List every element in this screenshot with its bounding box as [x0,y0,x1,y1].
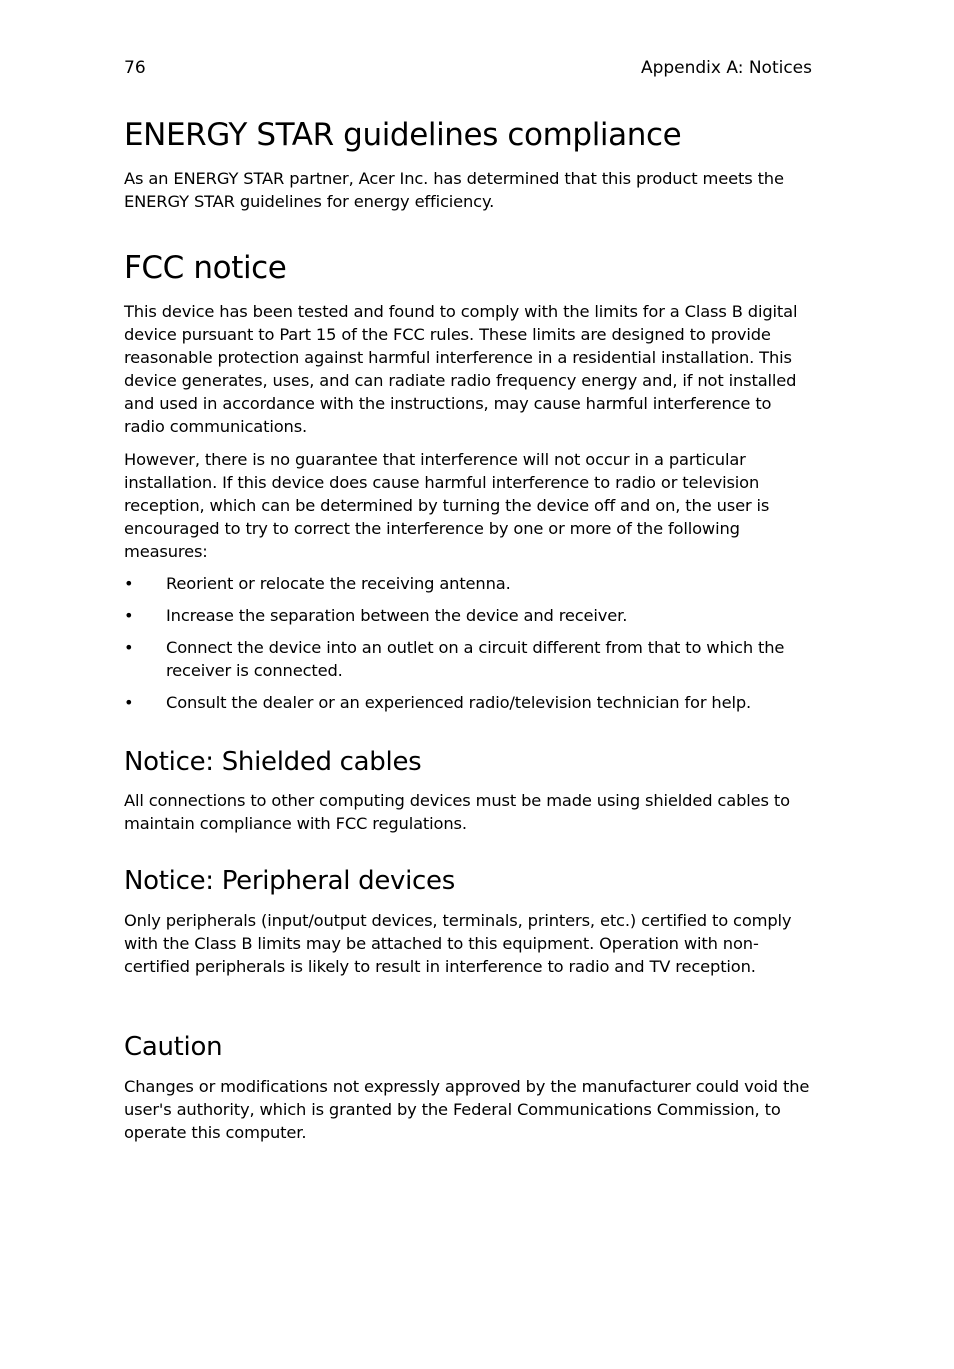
energy-star-heading: ENERGY STAR guidelines compliance [124,117,682,153]
shielded-cables-section [124,746,812,778]
caution-section [124,1031,812,1063]
running-title: Appendix A: Notices [640,58,812,78]
list-item [124,604,812,627]
peripheral-devices-section [124,865,812,897]
list-item [124,636,812,682]
peripheral-devices-body: Only peripherals (input/output devices, terminals, printers, etc.) certified to comply with the Class B limits may be attached to this equipment. Operation with non-certified peripherals is likely to result in interference to radio and TV reception. [124,911,792,977]
list-item [124,691,812,714]
energy-star-body-block [124,167,812,213]
energy-star-body: As an ENERGY STAR partner, Acer Inc. has determined that this product meets the ENERGY STAR guidelines for energy efficiency. [124,169,784,212]
shielded-cables-body: All connections to other computing devices must be made using shielded cables to maintain compliance with FCC regulations. [124,791,790,834]
fcc-heading: FCC notice [124,250,287,286]
list-item-text: Connect the device into an outlet on a circuit different from that to which the receiver is connected. [166,638,785,681]
bullet-icon: • [124,574,134,593]
fcc-paragraph-1: This device has been tested and found to comply with the limits for a Class B digital device pursuant to Part 15 of the FCC rules. These limits are designed to provide reasonable protection against harmful interference in a residential installation. This device generates, uses, and can radiate radio frequency energy and, if not installed and used in accordance with the instructions, may cause harmful interference to radio communications. [124,302,798,437]
caution-body: Changes or modifications not expressly approved by the manufacturer could void the user's authority, which is granted by the Federal Communications Commission, to operate this computer. [124,1077,810,1143]
fcc-section [124,249,812,287]
bullet-icon: • [124,638,134,657]
shielded-cables-heading: Notice: Shielded cables [124,747,422,777]
fcc-measures-list-4 [124,691,812,714]
shielded-cables-body-block [124,789,812,835]
caution-heading: Caution [124,1032,223,1062]
page-number: 76 [124,58,146,78]
list-item-text: Increase the separation between the device and receiver. [166,606,628,625]
peripheral-devices-body-block [124,909,812,978]
caution-body-block [124,1075,812,1144]
fcc-paragraph-2: However, there is no guarantee that interference will not occur in a particular installation. If this device does cause harmful interference to radio or television reception, which can be determined by turning the device off and on, the user is encouraged to try to correct the interference by one or more of the following measures: [124,450,770,562]
fcc-para2-block [124,448,812,563]
bullet-icon: • [124,606,134,625]
fcc-measures-list [124,572,812,595]
list-item-text: Reorient or relocate the receiving antenna. [166,574,511,593]
page-header [124,57,812,79]
fcc-para1-block [124,300,812,439]
fcc-measures-list-3 [124,636,812,682]
bullet-icon: • [124,693,134,712]
peripheral-devices-heading: Notice: Peripheral devices [124,866,455,896]
list-item [124,572,812,595]
fcc-measures-list-2 [124,604,812,627]
list-item-text: Consult the dealer or an experienced radio/television technician for help. [166,693,752,712]
energy-star-section [124,116,812,154]
